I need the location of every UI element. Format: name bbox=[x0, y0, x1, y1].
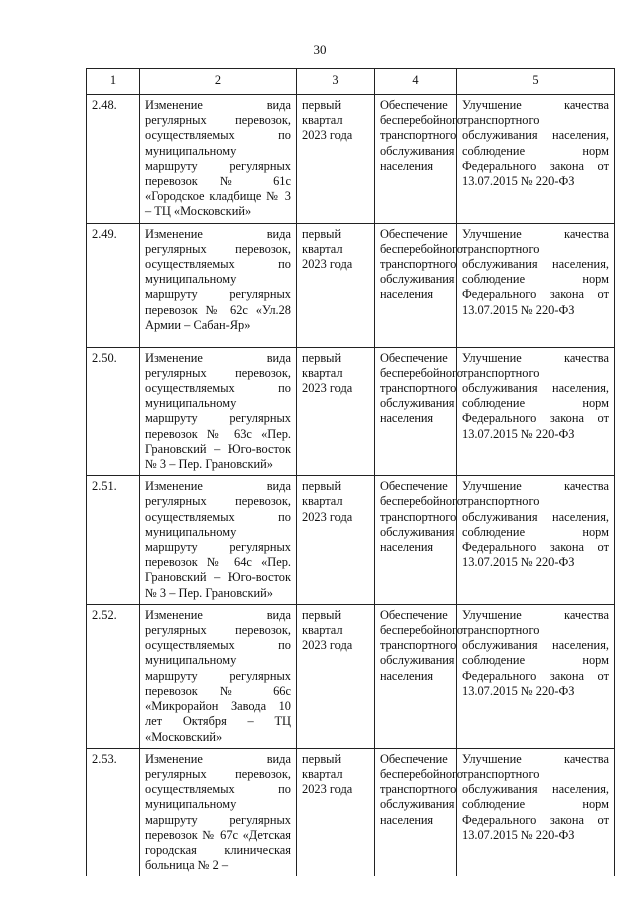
row-number: 2.49. bbox=[87, 223, 140, 347]
row-number: 2.52. bbox=[87, 604, 140, 748]
table-row bbox=[87, 476, 615, 605]
row-number: 2.48. bbox=[87, 95, 140, 224]
result-cell: Улучшение качества транспортного обслуживания населения, соблюдение норм Федерального закона от 13.07.2015 № 220-ФЗ bbox=[457, 223, 615, 347]
table-row bbox=[87, 604, 615, 748]
plan-table bbox=[86, 68, 615, 876]
row-number: 2.53. bbox=[87, 748, 140, 876]
activity-cell: Изменение вида регулярных перевозок, осуществляемых по муниципальному маршруту регулярных перевозок № 63с «Пер. Грановский – Юго-восток № 3 – Пер. Грановский» bbox=[140, 347, 297, 476]
period-cell: первый квартал 2023 года bbox=[297, 347, 375, 476]
column-header-4: 4 bbox=[375, 69, 457, 95]
activity-cell: Изменение вида регулярных перевозок, осуществляемых по муниципальному маршруту регулярных перевозок № 64с «Пер. Грановский – Юго-восток № 3 – Пер. Грановский» bbox=[140, 476, 297, 605]
goal-cell: Обеспечение бесперебойного транспортного обслуживания населения bbox=[375, 347, 457, 476]
result-cell: Улучшение качества транспортного обслуживания населения, соблюдение норм Федерального закона от 13.07.2015 № 220-ФЗ bbox=[457, 604, 615, 748]
period-cell: первый квартал 2023 года bbox=[297, 604, 375, 748]
goal-cell: Обеспечение бесперебойного транспортного обслуживания населения bbox=[375, 95, 457, 224]
table-header-row bbox=[87, 69, 615, 95]
column-header-2: 2 bbox=[140, 69, 297, 95]
goal-cell: Обеспечение бесперебойного транспортного обслуживания населения bbox=[375, 604, 457, 748]
period-cell: первый квартал 2023 года bbox=[297, 95, 375, 224]
activity-cell: Изменение вида регулярных перевозок, осуществляемых по муниципальному маршруту регулярных перевозок № 67с «Детская городская клиническая больница № 2 – bbox=[140, 748, 297, 876]
column-header-5: 5 bbox=[457, 69, 615, 95]
column-header-3: 3 bbox=[297, 69, 375, 95]
table-row bbox=[87, 748, 615, 876]
period-cell: первый квартал 2023 года bbox=[297, 223, 375, 347]
page-number: 30 bbox=[313, 42, 327, 57]
activity-cell: Изменение вида регулярных перевозок, осуществляемых по муниципальному маршруту регулярных перевозок № 61с «Городское кладбище № 3 – ТЦ «Московский» bbox=[140, 95, 297, 224]
table-row bbox=[87, 223, 615, 347]
activity-cell: Изменение вида регулярных перевозок, осуществляемых по муниципальному маршруту регулярных перевозок № 62с «Ул.28 Армии – Сабан-Яр» bbox=[140, 223, 297, 347]
period-cell: первый квартал 2023 года bbox=[297, 748, 375, 876]
row-number: 2.51. bbox=[87, 476, 140, 605]
column-header-1: 1 bbox=[87, 69, 140, 95]
period-cell: первый квартал 2023 года bbox=[297, 476, 375, 605]
row-number: 2.50. bbox=[87, 347, 140, 476]
table-row bbox=[87, 95, 615, 224]
result-cell: Улучшение качества транспортного обслуживания населения, соблюдение норм Федерального закона от 13.07.2015 № 220-ФЗ bbox=[457, 476, 615, 605]
table-row bbox=[87, 347, 615, 476]
goal-cell: Обеспечение бесперебойного транспортного обслуживания населения bbox=[375, 223, 457, 347]
result-cell: Улучшение качества транспортного обслуживания населения, соблюдение норм Федерального закона от 13.07.2015 № 220-ФЗ bbox=[457, 95, 615, 224]
result-cell: Улучшение качества транспортного обслуживания населения, соблюдение норм Федерального закона от 13.07.2015 № 220-ФЗ bbox=[457, 347, 615, 476]
goal-cell: Обеспечение бесперебойного транспортного обслуживания населения bbox=[375, 476, 457, 605]
result-cell: Улучшение качества транспортного обслуживания населения, соблюдение норм Федерального закона от 13.07.2015 № 220-ФЗ bbox=[457, 748, 615, 876]
activity-cell: Изменение вида регулярных перевозок, осуществляемых по муниципальному маршруту регулярных перевозок № 66с «Микрорайон Завода 10 лет Октября – ТЦ «Московский» bbox=[140, 604, 297, 748]
goal-cell: Обеспечение бесперебойного транспортного обслуживания населения bbox=[375, 748, 457, 876]
